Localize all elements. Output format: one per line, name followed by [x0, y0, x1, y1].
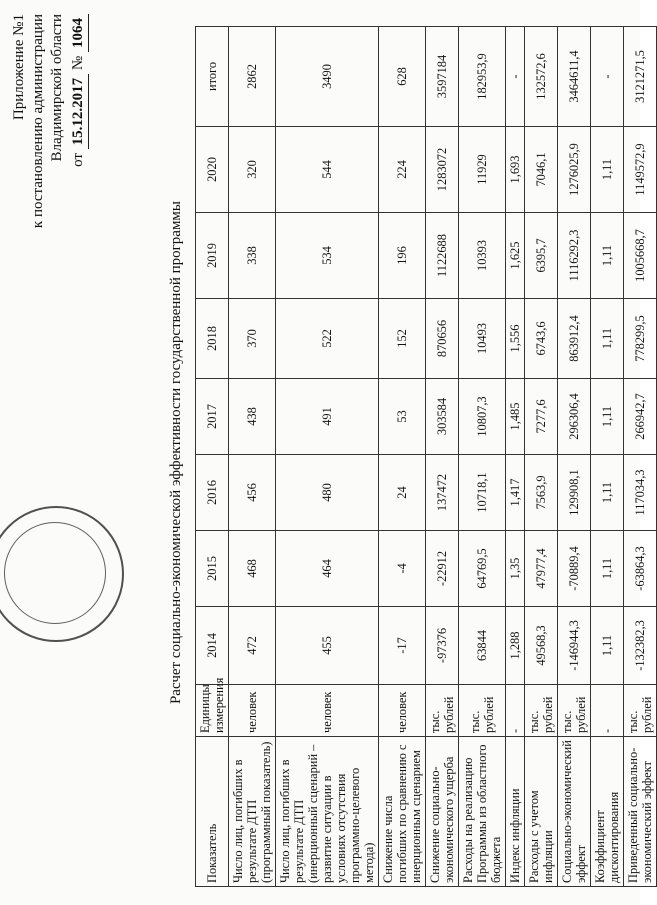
value-cell: 266942,7 — [624, 379, 657, 455]
value-cell: - — [506, 27, 525, 127]
resolution-date: 15.12.2017 — [69, 74, 89, 150]
value-cell: 49568,3 — [525, 607, 558, 685]
value-cell: 1283072 — [426, 127, 459, 213]
value-cell: 1,11 — [591, 299, 624, 379]
value-cell: -63864,3 — [624, 531, 657, 607]
value-cell: -146944,3 — [558, 607, 591, 685]
table-row — [558, 27, 591, 887]
table-row — [276, 27, 379, 887]
value-cell: 24 — [379, 455, 426, 531]
value-cell: -22912 — [426, 531, 459, 607]
value-cell: 455 — [276, 607, 379, 685]
value-cell: 3490 — [276, 27, 379, 127]
value-cell: 456 — [229, 455, 276, 531]
unit-cell: человек — [229, 685, 276, 737]
unit-cell: человек — [276, 685, 379, 737]
value-cell: 10493 — [459, 299, 506, 379]
appendix-line-1: Приложение №1 — [11, 14, 27, 121]
value-cell: 132572,6 — [525, 27, 558, 127]
value-cell: 1,485 — [506, 379, 525, 455]
value-cell: 1,556 — [506, 299, 525, 379]
value-cell: 863912,4 — [558, 299, 591, 379]
value-cell: 3464611,4 — [558, 27, 591, 127]
unit-cell: человек — [379, 685, 426, 737]
value-cell: 6395,7 — [525, 213, 558, 299]
value-cell: 544 — [276, 127, 379, 213]
efficiency-table — [195, 26, 657, 887]
resolution-number: 1064 — [69, 14, 89, 52]
indicator-name-cell: Коэффициент дисконтирования — [591, 737, 624, 887]
value-cell: 47977,4 — [525, 531, 558, 607]
value-cell: 1276025,9 — [558, 127, 591, 213]
value-cell: 64769,5 — [459, 531, 506, 607]
table-row — [591, 27, 624, 887]
value-cell: 438 — [229, 379, 276, 455]
appendix-header — [10, 14, 89, 228]
value-cell: 182953,9 — [459, 27, 506, 127]
value-cell: 224 — [379, 127, 426, 213]
header-2016: 2016 — [196, 455, 229, 531]
unit-cell: - — [591, 685, 624, 737]
value-cell: 522 — [276, 299, 379, 379]
value-cell: 196 — [379, 213, 426, 299]
value-cell: -70889,4 — [558, 531, 591, 607]
value-cell: 491 — [276, 379, 379, 455]
table-body — [229, 27, 657, 887]
number-prefix: № — [70, 55, 86, 71]
value-cell: 7046,1 — [525, 127, 558, 213]
header-2019: 2019 — [196, 213, 229, 299]
table-row — [229, 27, 276, 887]
value-cell: 303584 — [426, 379, 459, 455]
value-cell: 137472 — [426, 455, 459, 531]
header-row — [196, 27, 229, 887]
indicator-name-cell: Снижение числа погибших по сравнению с инерционным сценарием — [379, 737, 426, 887]
value-cell: 10393 — [459, 213, 506, 299]
unit-cell: тыс. рублей — [459, 685, 506, 737]
value-cell: 1,11 — [591, 607, 624, 685]
value-cell: 129908,1 — [558, 455, 591, 531]
table-row — [506, 27, 525, 887]
value-cell: - — [591, 27, 624, 127]
indicator-name-cell: Приведенный социально-экономический эффект — [624, 737, 657, 887]
value-cell: 6743,6 — [525, 299, 558, 379]
indicator-name-cell: Снижение социально-экономического ущерба — [426, 737, 459, 887]
unit-cell: тыс. рублей — [525, 685, 558, 737]
value-cell: 1,11 — [591, 213, 624, 299]
value-cell: 1,11 — [591, 379, 624, 455]
table-row — [525, 27, 558, 887]
value-cell: 320 — [229, 127, 276, 213]
value-cell: -4 — [379, 531, 426, 607]
value-cell: 53 — [379, 379, 426, 455]
value-cell: 1,288 — [506, 607, 525, 685]
header-unit: Единицы измерения — [196, 685, 229, 737]
date-prefix: от — [70, 153, 86, 167]
value-cell: -97376 — [426, 607, 459, 685]
value-cell: 1005668,7 — [624, 213, 657, 299]
value-cell: 11929 — [459, 127, 506, 213]
value-cell: 2862 — [229, 27, 276, 127]
indicator-name-cell: Индекс инфляции — [506, 737, 525, 887]
value-cell: 7563,9 — [525, 455, 558, 531]
value-cell: 628 — [379, 27, 426, 127]
value-cell: 10718,1 — [459, 455, 506, 531]
indicator-name-cell: Расходы на реализацию Программы из областного бюджета — [459, 737, 506, 887]
value-cell: 480 — [276, 455, 379, 531]
table-row — [624, 27, 657, 887]
value-cell: 10807,3 — [459, 379, 506, 455]
value-cell: 1149572,9 — [624, 127, 657, 213]
appendix-date-line — [69, 14, 89, 228]
value-cell: 63844 — [459, 607, 506, 685]
value-cell: 1,625 — [506, 213, 525, 299]
value-cell: 1,693 — [506, 127, 525, 213]
value-cell: 1,11 — [591, 127, 624, 213]
value-cell: 296306,4 — [558, 379, 591, 455]
header-2018: 2018 — [196, 299, 229, 379]
header-2014: 2014 — [196, 607, 229, 685]
unit-cell: тыс. рублей — [426, 685, 459, 737]
table-row — [459, 27, 506, 887]
header-indicator: Показатель — [196, 737, 229, 887]
value-cell: 1,417 — [506, 455, 525, 531]
value-cell: 7277,6 — [525, 379, 558, 455]
value-cell: 3121271,5 — [624, 27, 657, 127]
table-row — [379, 27, 426, 887]
appendix-line-2: к постановлению администрации — [30, 14, 46, 229]
seal-inner-ring — [4, 522, 106, 624]
value-cell: 1116292,3 — [558, 213, 591, 299]
header-2020: 2020 — [196, 127, 229, 213]
appendix-line-3: Владимирской области — [49, 14, 65, 162]
indicator-name-cell: Социально-экономический эффект — [558, 737, 591, 887]
header-total: итого — [196, 27, 229, 127]
value-cell: -132382,3 — [624, 607, 657, 685]
value-cell: 1,11 — [591, 531, 624, 607]
value-cell: 534 — [276, 213, 379, 299]
indicator-name-cell: Число лиц, погибших в результате ДТП (инерционный сценарий – развитие ситуации в условиях отсутствия программно-целевого метода) — [276, 737, 379, 887]
value-cell: 370 — [229, 299, 276, 379]
value-cell: 152 — [379, 299, 426, 379]
document-title: Расчет социально-экономической эффективности государственной программы — [168, 200, 184, 705]
value-cell: 464 — [276, 531, 379, 607]
unit-cell: - — [506, 685, 525, 737]
value-cell: 1,11 — [591, 455, 624, 531]
header-2015: 2015 — [196, 531, 229, 607]
indicator-name-cell: Число лиц, погибших в результате ДТП (программный показатель) — [229, 737, 276, 887]
value-cell: 1122688 — [426, 213, 459, 299]
value-cell: 778299,5 — [624, 299, 657, 379]
value-cell: 117034,3 — [624, 455, 657, 531]
value-cell: 870656 — [426, 299, 459, 379]
value-cell: 3597184 — [426, 27, 459, 127]
value-cell: -17 — [379, 607, 426, 685]
value-cell: 468 — [229, 531, 276, 607]
value-cell: 338 — [229, 213, 276, 299]
indicator-name-cell: Расходы с учетом инфляции — [525, 737, 558, 887]
unit-cell: тыс. рублей — [624, 685, 657, 737]
value-cell: 1,35 — [506, 531, 525, 607]
table-row — [426, 27, 459, 887]
value-cell: 472 — [229, 607, 276, 685]
unit-cell: тыс. рублей — [558, 685, 591, 737]
header-2017: 2017 — [196, 379, 229, 455]
